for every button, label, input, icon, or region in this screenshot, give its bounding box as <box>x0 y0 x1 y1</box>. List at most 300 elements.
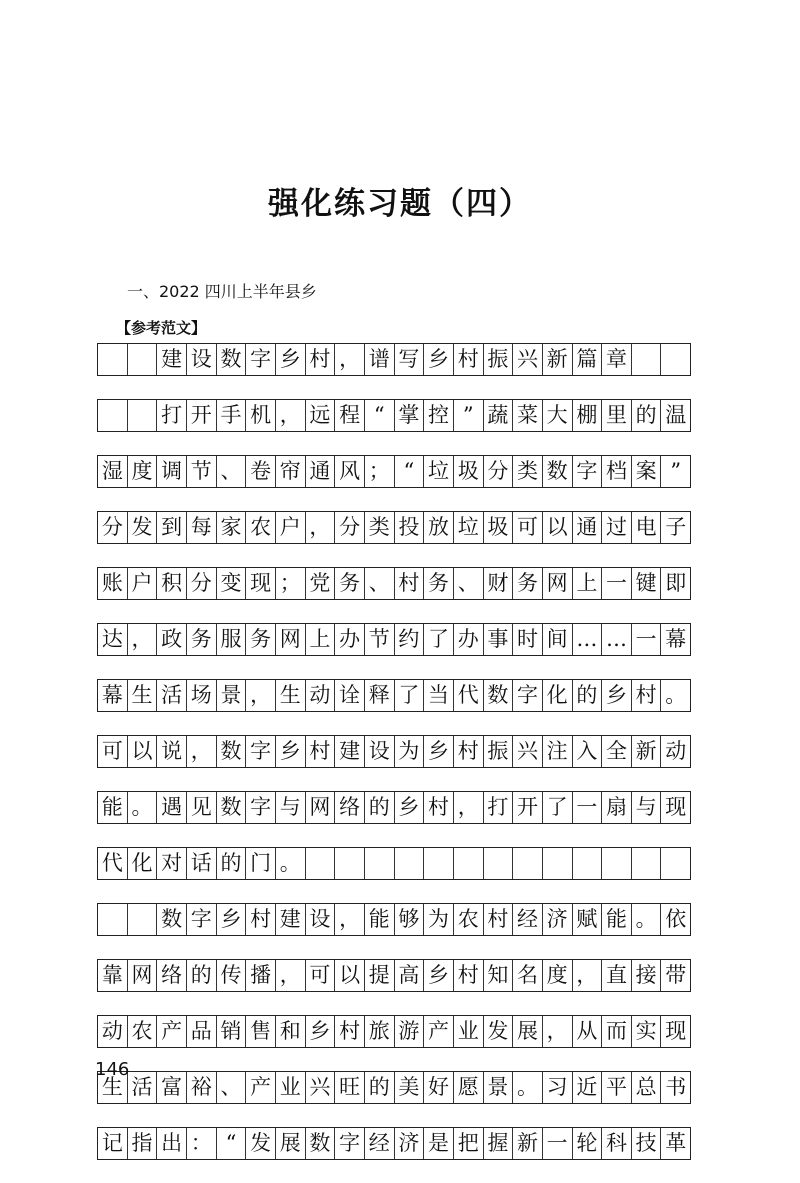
grid-cell: 务 <box>335 568 365 599</box>
grid-cell: 农 <box>454 904 484 935</box>
grid-cell: 一 <box>632 624 662 655</box>
grid-cell: 遇 <box>157 792 187 823</box>
grid-cell: 分 <box>484 456 514 487</box>
grid-cell: ， <box>246 680 276 711</box>
grid-cell: 设 <box>365 736 395 767</box>
grid-row <box>97 735 691 768</box>
grid-cell: 记 <box>98 1128 128 1159</box>
grid-cell: 程 <box>335 400 365 431</box>
grid-cell: ， <box>187 736 217 767</box>
grid-cell: 数 <box>543 456 573 487</box>
grid-row <box>97 1127 691 1160</box>
grid-cell: 垃 <box>454 512 484 543</box>
grid-cell: 积 <box>157 568 187 599</box>
grid-cell: 调 <box>157 456 187 487</box>
grid-cell: 账 <box>98 568 128 599</box>
grid-cell: 建 <box>335 736 365 767</box>
grid-cell: 务 <box>424 568 454 599</box>
grid-cell: 接 <box>632 960 662 991</box>
grid-cell: 兴 <box>513 736 543 767</box>
grid-cell: 篇 <box>573 344 603 375</box>
grid-cell: 字 <box>246 792 276 823</box>
grid-cell: ， <box>543 1016 573 1047</box>
grid-row <box>97 959 691 992</box>
grid-cell: 代 <box>454 680 484 711</box>
grid-cell: 生 <box>128 680 158 711</box>
grid-cell: 旅 <box>365 1016 395 1047</box>
grid-cell: 变 <box>217 568 247 599</box>
grid-cell: 传 <box>217 960 247 991</box>
grid-row <box>97 623 691 656</box>
grid-cell: 网 <box>276 624 306 655</box>
grid-cell: 务 <box>246 624 276 655</box>
grid-cell: 章 <box>602 344 632 375</box>
grid-row <box>97 679 691 712</box>
grid-cell: 化 <box>543 680 573 711</box>
grid-cell: 村 <box>424 792 454 823</box>
grid-cell: 平 <box>602 1072 632 1103</box>
grid-cell: 技 <box>632 1128 662 1159</box>
grid-cell: 度 <box>543 960 573 991</box>
grid-cell: 而 <box>602 1016 632 1047</box>
grid-cell: 经 <box>365 1128 395 1159</box>
grid-cell: 建 <box>276 904 306 935</box>
grid-cell: 卷 <box>246 456 276 487</box>
grid-cell: 络 <box>157 960 187 991</box>
grid-cell <box>484 848 514 879</box>
grid-row <box>97 903 691 936</box>
grid-cell: 生 <box>276 680 306 711</box>
grid-cell: 的 <box>573 680 603 711</box>
grid-cell: 村 <box>335 1016 365 1047</box>
grid-cell: 游 <box>395 1016 425 1047</box>
grid-cell: 见 <box>187 792 217 823</box>
grid-cell: 经 <box>513 904 543 935</box>
grid-cell <box>365 848 395 879</box>
grid-cell: 振 <box>484 736 514 767</box>
grid-cell: 业 <box>276 1072 306 1103</box>
grid-cell: 网 <box>128 960 158 991</box>
grid-cell: 释 <box>365 680 395 711</box>
grid-cell <box>632 344 662 375</box>
grid-cell: 乡 <box>306 1016 336 1047</box>
grid-cell: 党 <box>306 568 336 599</box>
grid-cell: 乡 <box>395 792 425 823</box>
grid-cell: 分 <box>187 568 217 599</box>
grid-cell: 活 <box>157 680 187 711</box>
grid-cell: 兴 <box>513 344 543 375</box>
grid-cell: 革 <box>665 1131 687 1155</box>
grid-cell: 机 <box>246 400 276 431</box>
grid-cell: 户 <box>276 512 306 543</box>
grid-cell: 控 <box>424 400 454 431</box>
grid-cell: 从 <box>573 1016 603 1047</box>
grid-cell: 习 <box>543 1072 573 1103</box>
grid-cell: 、 <box>217 1072 247 1103</box>
grid-cell: 兴 <box>306 1072 336 1103</box>
grid-cell: 实 <box>632 1016 662 1047</box>
grid-cell: 字 <box>246 736 276 767</box>
grid-cell: 提 <box>365 960 395 991</box>
page-number: 146 <box>95 1059 130 1080</box>
grid-cell: 出 <box>157 1128 187 1159</box>
grid-cell: ， <box>573 960 603 991</box>
grid-cell: 农 <box>246 512 276 543</box>
grid-cell: 乡 <box>602 680 632 711</box>
grid-cell: 村 <box>306 344 336 375</box>
reference-label: 【参考范文】 <box>116 319 207 337</box>
grid-cell: 户 <box>128 568 158 599</box>
grid-cell: 以 <box>128 736 158 767</box>
grid-cell: 办 <box>335 624 365 655</box>
grid-cell: 档 <box>602 456 632 487</box>
grid-cell: 村 <box>454 736 484 767</box>
grid-cell: 业 <box>454 1016 484 1047</box>
grid-cell: 投 <box>395 512 425 543</box>
grid-cell: 的 <box>187 960 217 991</box>
grid-cell: ” <box>670 459 682 483</box>
grid-cell: 每 <box>187 512 217 543</box>
grid-cell: 一 <box>573 792 603 823</box>
grid-cell: 为 <box>395 736 425 767</box>
grid-cell: 富 <box>157 1072 187 1103</box>
grid-cell: 数 <box>484 680 514 711</box>
grid-cell: 一 <box>543 1128 573 1159</box>
grid-cell: 写 <box>395 344 425 375</box>
grid-cell: 场 <box>187 680 217 711</box>
grid-cell: “ <box>365 400 395 431</box>
grid-cell: 发 <box>484 1016 514 1047</box>
grid-cell: ， <box>276 960 306 991</box>
grid-cell: 大 <box>543 400 573 431</box>
grid-cell: 与 <box>632 792 662 823</box>
grid-cell: 分 <box>335 512 365 543</box>
grid-cell: 现 <box>665 1019 687 1043</box>
grid-cell: 裕 <box>187 1072 217 1103</box>
grid-cell: 菜 <box>513 400 543 431</box>
grid-cell: 售 <box>246 1016 276 1047</box>
grid-cell: 济 <box>543 904 573 935</box>
grid-cell: 节 <box>187 456 217 487</box>
grid-cell <box>98 904 128 935</box>
grid-cell: 电 <box>632 512 662 543</box>
grid-cell: 家 <box>217 512 247 543</box>
grid-cell: 放 <box>424 512 454 543</box>
grid-row <box>97 343 691 376</box>
grid-cell: 以 <box>335 960 365 991</box>
grid-cell: 打 <box>484 792 514 823</box>
grid-cell: 数 <box>306 1128 336 1159</box>
grid-cell: 事 <box>484 624 514 655</box>
grid-cell: 门 <box>246 848 276 879</box>
grid-cell: 轮 <box>573 1128 603 1159</box>
grid-cell: 名 <box>513 960 543 991</box>
grid-cell: 振 <box>484 344 514 375</box>
grid-cell: 能 <box>98 792 128 823</box>
grid-cell: 达 <box>98 624 128 655</box>
grid-cell: 近 <box>573 1072 603 1103</box>
grid-cell: 了 <box>424 624 454 655</box>
grid-cell: 注 <box>543 736 573 767</box>
grid-cell: 产 <box>157 1016 187 1047</box>
grid-cell: 手 <box>217 400 247 431</box>
grid-cell: … <box>602 624 632 655</box>
grid-cell <box>128 400 158 431</box>
grid-cell: 现 <box>246 568 276 599</box>
grid-cell: 里 <box>602 400 632 431</box>
grid-cell: 节 <box>365 624 395 655</box>
grid-cell: ， <box>335 344 365 375</box>
grid-row <box>97 1071 691 1104</box>
grid-cell: 能 <box>365 904 395 935</box>
grid-cell: 通 <box>573 512 603 543</box>
grid-cell: 分 <box>98 512 128 543</box>
grid-cell: “ <box>395 456 425 487</box>
grid-cell: … <box>573 624 603 655</box>
grid-cell: 蔬 <box>484 400 514 431</box>
grid-cell: 、 <box>217 456 247 487</box>
grid-cell: ， <box>335 904 365 935</box>
grid-cell: 乡 <box>424 960 454 991</box>
grid-cell: 新 <box>632 736 662 767</box>
grid-cell: 温 <box>665 403 687 427</box>
grid-cell: 一 <box>602 568 632 599</box>
grid-cell: 当 <box>424 680 454 711</box>
grid-cell: 可 <box>306 960 336 991</box>
grid-cell: 。 <box>665 683 687 707</box>
grid-cell: 知 <box>484 960 514 991</box>
grid-cell: ， <box>276 400 306 431</box>
grid-cell <box>395 848 425 879</box>
grid-cell: 服 <box>217 624 247 655</box>
grid-cell: 握 <box>484 1128 514 1159</box>
grid-cell: 即 <box>665 571 687 595</box>
grid-cell: 话 <box>187 848 217 879</box>
grid-cell: 了 <box>395 680 425 711</box>
grid-cell: 字 <box>246 344 276 375</box>
grid-cell: 。 <box>128 792 158 823</box>
grid-cell: ： <box>187 1128 217 1159</box>
grid-row <box>97 399 691 432</box>
grid-cell: 现 <box>665 795 687 819</box>
grid-cell: 指 <box>128 1128 158 1159</box>
grid-cell: 建 <box>157 344 187 375</box>
grid-cell: ， <box>454 792 484 823</box>
grid-cell: 字 <box>335 1128 365 1159</box>
grid-cell: 帘 <box>276 456 306 487</box>
grid-cell: 好 <box>424 1072 454 1103</box>
grid-cell: 幕 <box>98 680 128 711</box>
grid-row <box>97 567 691 600</box>
grid-cell <box>602 848 632 879</box>
grid-cell: 产 <box>424 1016 454 1047</box>
grid-cell <box>573 848 603 879</box>
grid-cell: 赋 <box>573 904 603 935</box>
grid-cell: 。 <box>632 904 662 935</box>
grid-cell: ； <box>276 568 306 599</box>
grid-cell: 书 <box>665 1075 687 1099</box>
grid-cell: 字 <box>187 904 217 935</box>
grid-cell: 科 <box>602 1128 632 1159</box>
grid-cell: 景 <box>217 680 247 711</box>
grid-cell: 网 <box>306 792 336 823</box>
grid-cell: 的 <box>365 1072 395 1103</box>
grid-cell: 村 <box>484 904 514 935</box>
grid-cell: 办 <box>454 624 484 655</box>
grid-cell: 景 <box>484 1072 514 1103</box>
grid-cell: 键 <box>632 568 662 599</box>
grid-row <box>97 1015 691 1048</box>
grid-cell: 、 <box>454 568 484 599</box>
grid-cell: 为 <box>424 904 454 935</box>
grid-cell: 开 <box>187 400 217 431</box>
grid-cell: 度 <box>128 456 158 487</box>
grid-cell: 村 <box>246 904 276 935</box>
grid-cell: 案 <box>632 456 662 487</box>
grid-row <box>97 511 691 544</box>
grid-cell: 济 <box>395 1128 425 1159</box>
grid-cell: 活 <box>128 1072 158 1103</box>
grid-cell: 扇 <box>602 792 632 823</box>
grid-cell: 村 <box>395 568 425 599</box>
grid-cell: 以 <box>543 512 573 543</box>
grid-cell <box>543 848 573 879</box>
grid-cell: 化 <box>128 848 158 879</box>
grid-cell: 圾 <box>484 512 514 543</box>
grid-cell: 说 <box>157 736 187 767</box>
grid-cell: 入 <box>573 736 603 767</box>
grid-cell: 财 <box>484 568 514 599</box>
grid-cell: ； <box>365 456 395 487</box>
section-heading: 一、2022 四川上半年县乡 <box>127 282 317 301</box>
grid-cell: 代 <box>98 848 128 879</box>
grid-cell: 农 <box>128 1016 158 1047</box>
grid-cell: 的 <box>217 848 247 879</box>
grid-row <box>97 791 691 824</box>
grid-cell: 村 <box>306 736 336 767</box>
grid-cell: 动 <box>98 1016 128 1047</box>
grid-cell: 。 <box>513 1072 543 1103</box>
grid-cell <box>513 848 543 879</box>
grid-cell: 全 <box>602 736 632 767</box>
grid-cell: 村 <box>454 344 484 375</box>
grid-cell: 的 <box>632 400 662 431</box>
grid-cell <box>128 344 158 375</box>
grid-cell: 打 <box>157 400 187 431</box>
grid-cell <box>661 848 690 879</box>
grid-cell <box>661 344 690 375</box>
grid-cell: 务 <box>187 624 217 655</box>
grid-cell: 湿 <box>98 456 128 487</box>
grid-cell: 依 <box>665 907 687 931</box>
grid-cell: 和 <box>276 1016 306 1047</box>
grid-cell: 棚 <box>573 400 603 431</box>
grid-cell: 圾 <box>454 456 484 487</box>
grid-cell: 类 <box>365 512 395 543</box>
grid-cell: 销 <box>217 1016 247 1047</box>
grid-cell: 是 <box>424 1128 454 1159</box>
grid-cell: 设 <box>187 344 217 375</box>
grid-cell: 直 <box>602 960 632 991</box>
grid-cell: 发 <box>128 512 158 543</box>
page-title: 强化练习题（四） <box>268 186 532 222</box>
grid-cell: 乡 <box>276 344 306 375</box>
grid-cell: 把 <box>454 1128 484 1159</box>
grid-cell: 带 <box>665 963 687 987</box>
grid-cell: 风 <box>335 456 365 487</box>
grid-cell: 新 <box>513 1128 543 1159</box>
grid-cell: 上 <box>573 568 603 599</box>
grid-cell: 子 <box>665 515 687 539</box>
grid-cell: 时 <box>513 624 543 655</box>
grid-cell <box>128 904 158 935</box>
grid-cell: 络 <box>335 792 365 823</box>
grid-cell: 设 <box>306 904 336 935</box>
grid-cell: 与 <box>276 792 306 823</box>
grid-cell: 能 <box>602 904 632 935</box>
grid-cell: 村 <box>454 960 484 991</box>
grid-cell: 到 <box>157 512 187 543</box>
grid-cell: 的 <box>365 792 395 823</box>
grid-cell: 数 <box>217 736 247 767</box>
grid-cell: 可 <box>513 512 543 543</box>
grid-cell: 字 <box>573 456 603 487</box>
grid-cell: “ <box>217 1128 247 1159</box>
grid-cell: 类 <box>513 456 543 487</box>
grid-cell <box>632 848 662 879</box>
grid-cell <box>424 848 454 879</box>
grid-cell <box>306 848 336 879</box>
grid-cell: 乡 <box>217 904 247 935</box>
grid-cell: 过 <box>602 512 632 543</box>
grid-cell: 新 <box>543 344 573 375</box>
grid-cell: 网 <box>543 568 573 599</box>
grid-cell <box>335 848 365 879</box>
grid-cell: 数 <box>217 344 247 375</box>
grid-cell: 务 <box>513 568 543 599</box>
grid-cell: 展 <box>513 1016 543 1047</box>
grid-cell: 政 <box>157 624 187 655</box>
grid-row <box>97 847 691 880</box>
grid-cell: 可 <box>98 736 128 767</box>
grid-cell: 发 <box>246 1128 276 1159</box>
grid-cell: 数 <box>157 904 187 935</box>
grid-cell: 愿 <box>454 1072 484 1103</box>
grid-cell: 掌 <box>395 400 425 431</box>
grid-cell: 乡 <box>424 344 454 375</box>
grid-cell: 对 <box>157 848 187 879</box>
grid-cell: ， <box>306 512 336 543</box>
grid-cell: 动 <box>665 739 687 763</box>
grid-cell: 远 <box>306 400 336 431</box>
grid-cell: 动 <box>306 680 336 711</box>
grid-cell: 生 <box>98 1072 128 1103</box>
grid-cell: 字 <box>513 680 543 711</box>
grid-cell: 、 <box>365 568 395 599</box>
grid-cell <box>454 848 484 879</box>
grid-cell: 乡 <box>424 736 454 767</box>
grid-cell: 够 <box>395 904 425 935</box>
grid-cell: 约 <box>395 624 425 655</box>
grid-cell: 展 <box>276 1128 306 1159</box>
grid-cell: 美 <box>395 1072 425 1103</box>
grid-cell: 开 <box>513 792 543 823</box>
grid-cell: 靠 <box>98 960 128 991</box>
grid-row <box>97 455 691 488</box>
grid-cell: 数 <box>217 792 247 823</box>
grid-cell: 村 <box>632 680 662 711</box>
grid-cell: 幕 <box>665 627 687 651</box>
